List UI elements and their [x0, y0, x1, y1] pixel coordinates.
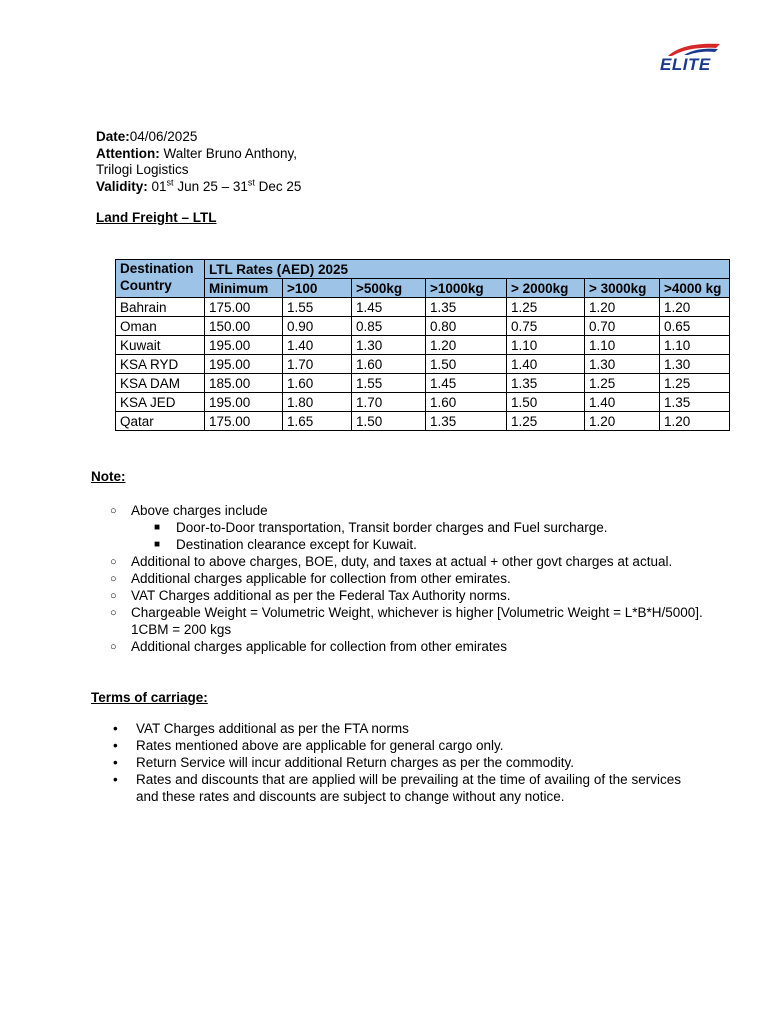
term-text: Rates mentioned above are applicable for general cargo only.: [136, 738, 504, 753]
cell: 1.20: [585, 298, 660, 317]
cell: 1.35: [426, 298, 507, 317]
note-text: VAT Charges additional as per the Federal Tax Authority norms.: [131, 588, 511, 603]
circle-bullet-icon: ○: [110, 607, 117, 619]
cell: 1.30: [585, 355, 660, 374]
logo-text: ELITE: [660, 55, 711, 74]
dot-bullet-icon: •: [113, 772, 118, 787]
col-header: >500kg: [352, 279, 426, 298]
list-item: [108, 502, 728, 519]
attention-value: Walter Bruno Anthony,: [159, 145, 298, 161]
cell: 1.10: [507, 336, 585, 355]
table-row: [116, 336, 730, 355]
list-item: [108, 604, 728, 638]
cell: 1.30: [660, 355, 730, 374]
list-item: [108, 587, 728, 604]
square-bullet-icon: ■: [154, 522, 161, 533]
dot-bullet-icon: •: [113, 738, 118, 753]
cell: 1.60: [352, 355, 426, 374]
cell: 1.55: [283, 298, 352, 317]
cell: 1.50: [352, 412, 426, 431]
cell: 1.20: [660, 298, 730, 317]
ltl-rates-group-header: LTL Rates (AED) 2025: [205, 260, 730, 279]
dest-header-line-2: Country: [120, 278, 172, 293]
table-row: [116, 374, 730, 393]
cell: 1.35: [507, 374, 585, 393]
circle-bullet-icon: ○: [110, 641, 117, 653]
notes-list: [108, 502, 728, 655]
cell: 195.00: [205, 355, 283, 374]
cell: 1.70: [352, 393, 426, 412]
cell: 185.00: [205, 374, 283, 393]
cell: 1.40: [283, 336, 352, 355]
col-header: >100: [283, 279, 352, 298]
list-item: [113, 754, 681, 771]
dot-bullet-icon: •: [113, 755, 118, 770]
table-column-row: [116, 279, 730, 298]
cell: 1.45: [352, 298, 426, 317]
cell: 1.35: [426, 412, 507, 431]
cell: 1.30: [352, 336, 426, 355]
cell: 1.40: [507, 355, 585, 374]
col-header: Minimum: [205, 279, 283, 298]
section-title: Land Freight – LTL: [96, 210, 217, 225]
date-line: [96, 128, 301, 145]
date-label: Date:: [96, 129, 130, 144]
validity-start-sup: st: [166, 177, 174, 187]
square-bullet-icon: ■: [154, 539, 161, 550]
cell: 1.40: [585, 393, 660, 412]
validity-start: 01: [147, 178, 167, 194]
list-item: [113, 737, 681, 754]
cell: 1.45: [426, 374, 507, 393]
cell: 1.10: [585, 336, 660, 355]
term-text: VAT Charges additional as per the FTA norms: [136, 721, 409, 736]
cell: 175.00: [205, 412, 283, 431]
list-item: [108, 570, 728, 587]
cell: 195.00: [205, 393, 283, 412]
cell: 150.00: [205, 317, 283, 336]
date-value: 04/06/2025: [129, 129, 198, 144]
attention-line: [96, 145, 301, 162]
list-item: [113, 771, 681, 805]
cell: 1.35: [660, 393, 730, 412]
note-text: Door-to-Door transportation, Transit border charges and Fuel surcharge.: [176, 520, 608, 535]
company-name: Trilogi Logistics: [96, 162, 189, 177]
table-row: [116, 393, 730, 412]
cell-destination: Kuwait: [116, 336, 205, 355]
note-text: Additional to above charges, BOE, duty, and taxes at actual + other govt charges at actual.: [131, 554, 673, 569]
cell: 1.25: [585, 374, 660, 393]
cell-destination: Bahrain: [116, 298, 205, 317]
cell: 1.10: [660, 336, 730, 355]
note-text: Additional charges applicable for collection from other emirates: [131, 639, 507, 654]
cell: 1.25: [660, 374, 730, 393]
table-header-row: [116, 260, 730, 279]
cell: 0.85: [352, 317, 426, 336]
attention-label: Attention:: [96, 145, 160, 161]
cell: 1.50: [426, 355, 507, 374]
table-row: [116, 412, 730, 431]
validity-label: Validity:: [96, 178, 148, 194]
cell: 0.70: [585, 317, 660, 336]
dest-header-line-1: Destination: [120, 261, 194, 276]
note-title: Note:: [91, 469, 126, 484]
validity-mid: Jun 25 – 31: [173, 178, 248, 194]
cell: 0.75: [507, 317, 585, 336]
table-row: [116, 355, 730, 374]
note-text: Additional charges applicable for collection from other emirates.: [131, 571, 511, 586]
cell: 1.20: [426, 336, 507, 355]
table-row: [116, 298, 730, 317]
cell: 1.60: [283, 374, 352, 393]
cell: 1.55: [352, 374, 426, 393]
note-text: Above charges include: [131, 503, 268, 518]
circle-bullet-icon: ○: [110, 590, 117, 602]
cell: 175.00: [205, 298, 283, 317]
cell: 0.80: [426, 317, 507, 336]
circle-bullet-icon: ○: [110, 505, 117, 517]
validity-end-sup: st: [247, 177, 255, 187]
dot-bullet-icon: •: [113, 721, 118, 736]
col-header: >4000 kg: [660, 279, 730, 298]
cell: 1.20: [660, 412, 730, 431]
circle-bullet-icon: ○: [110, 573, 117, 585]
terms-title: Terms of carriage:: [91, 690, 208, 705]
list-item: [108, 536, 728, 553]
list-item: [108, 638, 728, 655]
validity-end: Dec 25: [254, 178, 302, 194]
term-text: Return Service will incur additional Return charges as per the commodity.: [136, 755, 574, 770]
col-header: >1000kg: [426, 279, 507, 298]
cell: 1.70: [283, 355, 352, 374]
cell: 1.60: [426, 393, 507, 412]
term-text: Rates and discounts that are applied will be prevailing at the time of availing of the services and these rates and discounts are subject to change without any notice.: [136, 772, 681, 804]
company-line: [96, 161, 301, 178]
validity-line: [96, 178, 301, 195]
cell: 1.20: [585, 412, 660, 431]
list-item: [108, 519, 728, 536]
destination-country-header: [116, 260, 205, 298]
cell-destination: KSA RYD: [116, 355, 205, 374]
cell-destination: Qatar: [116, 412, 205, 431]
document-header: [96, 128, 301, 194]
col-header: > 3000kg: [585, 279, 660, 298]
note-text: Chargeable Weight = Volumetric Weight, whichever is higher [Volumetric Weight = L*B*H/5000]. 1CBM = 200 kgs: [131, 605, 703, 637]
ltl-rates-table: [115, 259, 730, 431]
note-text: Destination clearance except for Kuwait.: [176, 537, 417, 552]
circle-bullet-icon: ○: [110, 556, 117, 568]
cell: 0.90: [283, 317, 352, 336]
list-item: [113, 720, 681, 737]
cell: 0.65: [660, 317, 730, 336]
cell-destination: KSA DAM: [116, 374, 205, 393]
company-logo: [652, 40, 724, 74]
col-header: > 2000kg: [507, 279, 585, 298]
list-item: [108, 553, 728, 570]
cell-destination: KSA JED: [116, 393, 205, 412]
cell-destination: Oman: [116, 317, 205, 336]
cell: 1.80: [283, 393, 352, 412]
table-row: [116, 317, 730, 336]
terms-list: [113, 720, 681, 805]
cell: 195.00: [205, 336, 283, 355]
cell: 1.65: [283, 412, 352, 431]
cell: 1.25: [507, 412, 585, 431]
cell: 1.25: [507, 298, 585, 317]
cell: 1.50: [507, 393, 585, 412]
